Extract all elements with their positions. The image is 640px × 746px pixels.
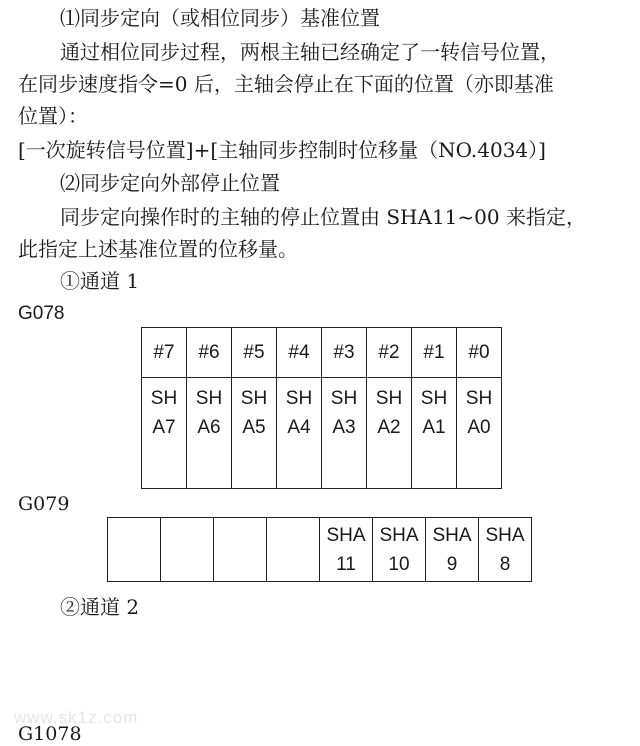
- register-g079-table: [107, 517, 532, 582]
- paragraph-line: 在同步速度指令=0 后，主轴会停止在下面的位置（亦即基准: [18, 72, 554, 96]
- bit-cell-top: SHA: [379, 524, 419, 546]
- paragraph-line: 此指定上述基准位置的位移量。: [18, 237, 298, 261]
- bit-cell: [367, 378, 412, 489]
- bit-header: #2: [367, 328, 412, 378]
- bit-cell-top: SH: [195, 388, 223, 409]
- bit-cell-bottom: A2: [377, 417, 401, 438]
- formula-line: [一次旋转信号位置]+[主轴同步控制时位移量（NO.4034）]: [18, 138, 546, 162]
- bit-cell: [320, 518, 373, 582]
- bit-cell-bottom: 9: [446, 553, 458, 575]
- bit-cell: [187, 378, 232, 489]
- bit-cell-top: SH: [375, 388, 403, 409]
- bit-cell-bottom: A4: [287, 417, 311, 438]
- bit-cell: [214, 518, 267, 582]
- bit-header: #4: [277, 328, 322, 378]
- bit-header: #7: [142, 328, 187, 378]
- bit-cell-bottom: A7: [152, 417, 176, 438]
- register-g1078-label: G1078: [18, 723, 82, 745]
- bit-cell-bottom: A1: [422, 417, 446, 438]
- bit-cell-top: SH: [285, 388, 313, 409]
- bit-cell-top: SH: [150, 388, 178, 409]
- register-g078-table: [141, 327, 502, 489]
- bit-value-row: [142, 378, 502, 489]
- bit-cell-bottom: A3: [332, 417, 356, 438]
- bit-header: #3: [322, 328, 367, 378]
- bit-cell-bottom: 10: [388, 553, 410, 575]
- bit-cell: [267, 518, 320, 582]
- bit-header-row: [142, 328, 502, 378]
- bit-cell: [232, 378, 277, 489]
- paragraph-line: 同步定向操作时的主轴的停止位置由 SHA11~00 来指定，: [60, 205, 586, 229]
- bit-cell: [457, 378, 502, 489]
- bit-header: #1: [412, 328, 457, 378]
- bit-cell-top: SH: [240, 388, 268, 409]
- bit-cell: [322, 378, 367, 489]
- bit-cell-bottom: A6: [197, 417, 221, 438]
- bit-cell-top: SHA: [485, 524, 525, 546]
- heading-external-stop-position: ⑵同步定向外部停止位置: [60, 171, 280, 195]
- register-g079-label: G079: [18, 493, 70, 515]
- bit-cell: [479, 518, 532, 582]
- bit-cell-top: SHA: [326, 524, 366, 546]
- bit-header: #0: [457, 328, 502, 378]
- bit-cell-top: SHA: [432, 524, 472, 546]
- bit-cell: [412, 378, 457, 489]
- bit-cell-top: SH: [420, 388, 448, 409]
- bit-cell-top: SH: [330, 388, 358, 409]
- heading-sync-orientation-reference: ⑴同步定向（或相位同步）基准位置: [60, 6, 380, 30]
- paragraph-line: 位置）：: [18, 104, 88, 128]
- bit-cell-bottom: A0: [467, 417, 491, 438]
- bit-value-row: [108, 518, 532, 582]
- bit-cell: [108, 518, 161, 582]
- paragraph-line: 通过相位同步过程，两根主轴已经确定了一转信号位置，: [60, 40, 560, 64]
- bit-cell-top: SH: [465, 388, 493, 409]
- bit-cell: [426, 518, 479, 582]
- bit-cell: [373, 518, 426, 582]
- bit-header: #6: [187, 328, 232, 378]
- register-g078-label: G078: [18, 303, 65, 324]
- bit-cell-bottom: A5: [242, 417, 266, 438]
- bit-cell: [161, 518, 214, 582]
- channel-2-label: ②通道 2: [60, 595, 140, 619]
- bit-cell-bottom: 11: [336, 553, 356, 575]
- bit-cell: [142, 378, 187, 489]
- bit-cell-bottom: 8: [499, 553, 511, 575]
- bit-cell: [277, 378, 322, 489]
- bit-header: #5: [232, 328, 277, 378]
- channel-1-label: ①通道 1: [60, 269, 140, 293]
- watermark: www.sk1z.com: [14, 708, 139, 727]
